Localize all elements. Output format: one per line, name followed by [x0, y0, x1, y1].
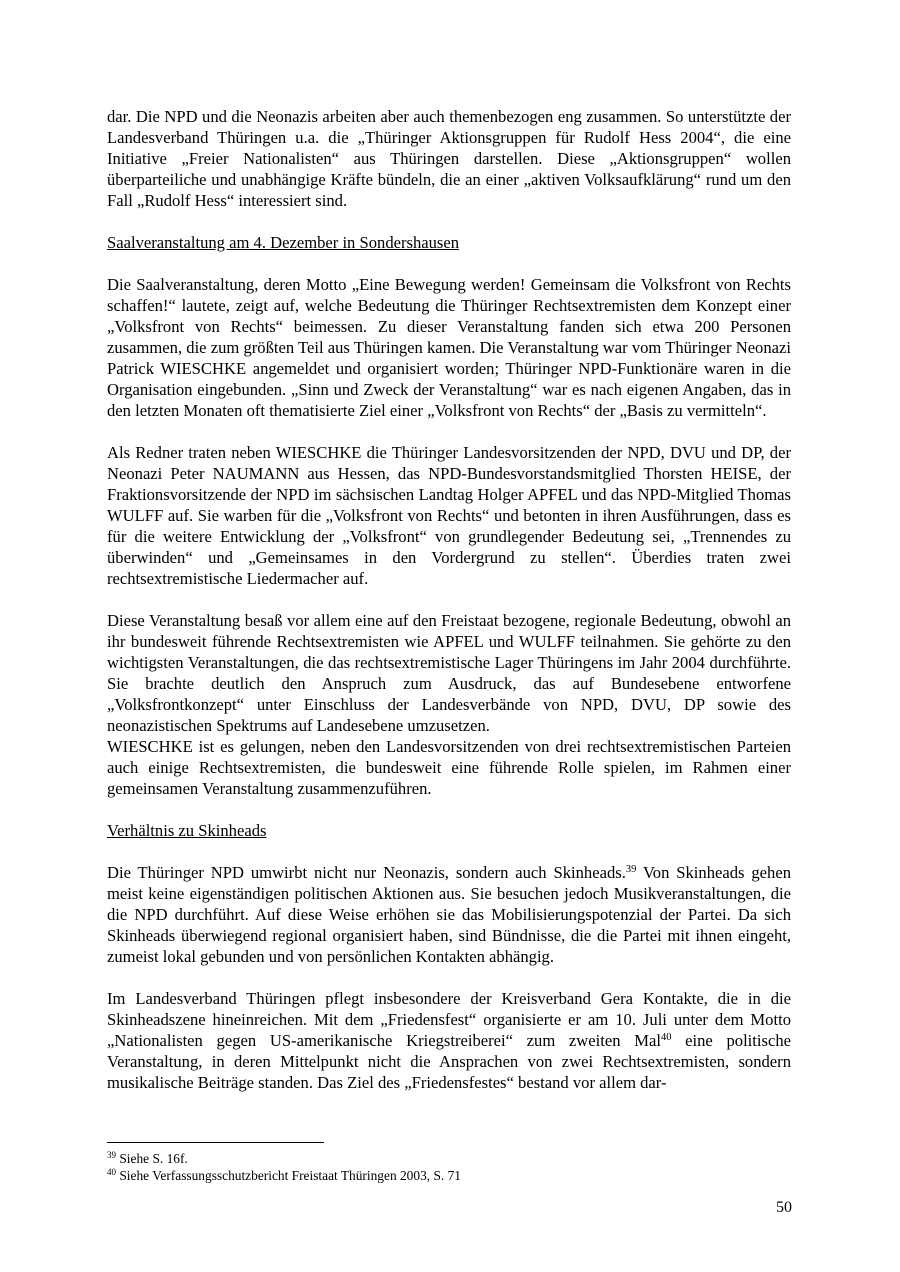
- footnote-text: Siehe S. 16f.: [116, 1151, 188, 1166]
- section-heading-saalveranstaltung: Saalveranstaltung am 4. Dezember in Sondershausen: [107, 233, 460, 252]
- footnote-39: [107, 1150, 791, 1167]
- paragraph-1: dar. Die NPD und die Neonazis arbeiten aber auch themenbezogen eng zusammen. So unterstützte der Landesverband Thüringen u.a. die „Thüringer Aktionsgruppen für Rudolf Hess 2004“, die eine Initiative „Freier Nationalisten“ aus Thüringen darstellen. Diese „Aktionsgruppen“ wollen überparteiliche und unabhängige Kräfte bündeln, die an einer „aktiven Volksaufklärung“ rund um den Fall „Rudolf Hess“ interessiert sind.: [107, 107, 791, 210]
- paragraph-4: Diese Veranstaltung besaß vor allem eine auf den Freistaat bezogene, regionale Bedeutung, obwohl an ihr bundesweit führende Rechtsextremisten wie APFEL und WULFF teilnahmen. Sie gehörte zu den wichtigsten Veranstaltungen, die das rechtsextremistische Lager Thüringens im Jahr 2004 durchführte. Sie brachte deutlich den Anspruch zum Ausdruck, das auf Bundesebene entworfene „Volksfrontkonzept“ unter Einschluss der Landesverbände von NPD, DVU, DP sowie des neonazistischen Spektrums auf Landesebene umzusetzen.: [107, 611, 791, 735]
- footnote-number: 39: [107, 1150, 116, 1160]
- paragraph-6-part-a: Die Thüringer NPD umwirbt nicht nur Neonazis, sondern auch Skinheads.: [107, 863, 626, 882]
- document-body: [107, 106, 791, 1093]
- footnote-ref-39[interactable]: 39: [625, 864, 637, 875]
- section-heading-skinheads: Verhältnis zu Skinheads: [107, 821, 267, 840]
- footnote-number: 40: [107, 1167, 116, 1177]
- paragraph-7-part-b: eine politische Veranstaltung, in deren Mittelpunkt nicht die Ansprachen von zwei Rechtsextremisten, sondern musikalische Beiträge standen. Das Ziel des „Friedensfestes“ bestand vor allem dar-: [107, 1031, 791, 1092]
- paragraph-2: Die Saalveranstaltung, deren Motto „Eine Bewegung werden! Gemeinsam die Volksfront von Rechts schaffen!“ lautete, zeigt auf, welche Bedeutung die Thüringer Rechtsextremisten dem Konzept einer „Volksfront von Rechts“ beimessen. Zu dieser Veranstaltung fanden sich etwa 200 Personen zusammen, die zum größten Teil aus Thüringen kamen. Die Veranstaltung war vom Thüringer Neonazi Patrick WIESCHKE angemeldet und organisiert worden; Thüringer NPD-Funktionäre waren in die Organisation eingebunden. „Sinn und Zweck der Veranstaltung“ war es nach eigenen Angaben, das in den letzten Monaten oft thematisierte Ziel einer „Volksfront von Rechts“ der „Basis zu vermitteln“.: [107, 275, 791, 420]
- paragraph-6-part-b: Von Skinheads gehen meist keine eigenständigen politischen Aktionen aus. Sie besuchen jedoch Musikveranstaltungen, die die NPD durchführt. Auf diese Weise erhöhen sie das Mobilisierungspotenzial der Partei. Da sich Skinheads überwiegend regional organisiert haben, sind Bündnisse, die die Partei mit ihnen eingeht, zumeist lokal gebunden und von persönlichen Kontakten abhängig.: [107, 863, 791, 966]
- page-number: 50: [776, 1199, 792, 1216]
- paragraph-7-part-a: Im Landesverband Thüringen pflegt insbesondere der Kreisverband Gera Kontakte, die in die Skinheadszene hineinreichen. Mit dem „Friedensfest“ organisierte er am 10. Juli unter dem Motto „Nationalisten gegen US-amerikanische Kriegstreiberei“ zum zweiten Mal: [107, 989, 791, 1050]
- paragraph-7: [107, 988, 791, 1093]
- paragraph-3: Als Redner traten neben WIESCHKE die Thüringer Landesvorsitzenden der NPD, DVU und DP, der Neonazi Peter NAUMANN aus Hessen, das NPD-Bundesvorstandsmitglied Thorsten HEISE, der Fraktionsvorsitzende der NPD im sächsischen Landtag Holger APFEL und das NPD-Mitglied Thomas WULFF auf. Sie warben für die „Volksfront von Rechts“ und betonten in ihren Ausführungen, dass es für die weitere Entwicklung der „Volksfront“ von grundlegender Bedeutung sei, „Trennendes zu überwinden“ und „Gemeinsames in den Vordergrund zu stellen“. Überdies traten zwei rechtsextremistische Liedermacher auf.: [107, 443, 791, 588]
- footnotes: [107, 1150, 791, 1184]
- footnote-separator: [107, 1142, 324, 1143]
- footnote-40: [107, 1167, 791, 1184]
- paragraph-6: [107, 862, 791, 967]
- footnote-text: Siehe Verfassungsschutzbericht Freistaat Thüringen 2003, S. 71: [116, 1168, 461, 1183]
- footnote-ref-40[interactable]: 40: [660, 1032, 672, 1043]
- paragraph-5: WIESCHKE ist es gelungen, neben den Landesvorsitzenden von drei rechtsextremistischen Parteien auch einige Rechtsextremisten, die bundesweit eine führende Rolle spielen, im Rahmen einer gemeinsamen Veranstaltung zusammenzuführen.: [107, 737, 791, 798]
